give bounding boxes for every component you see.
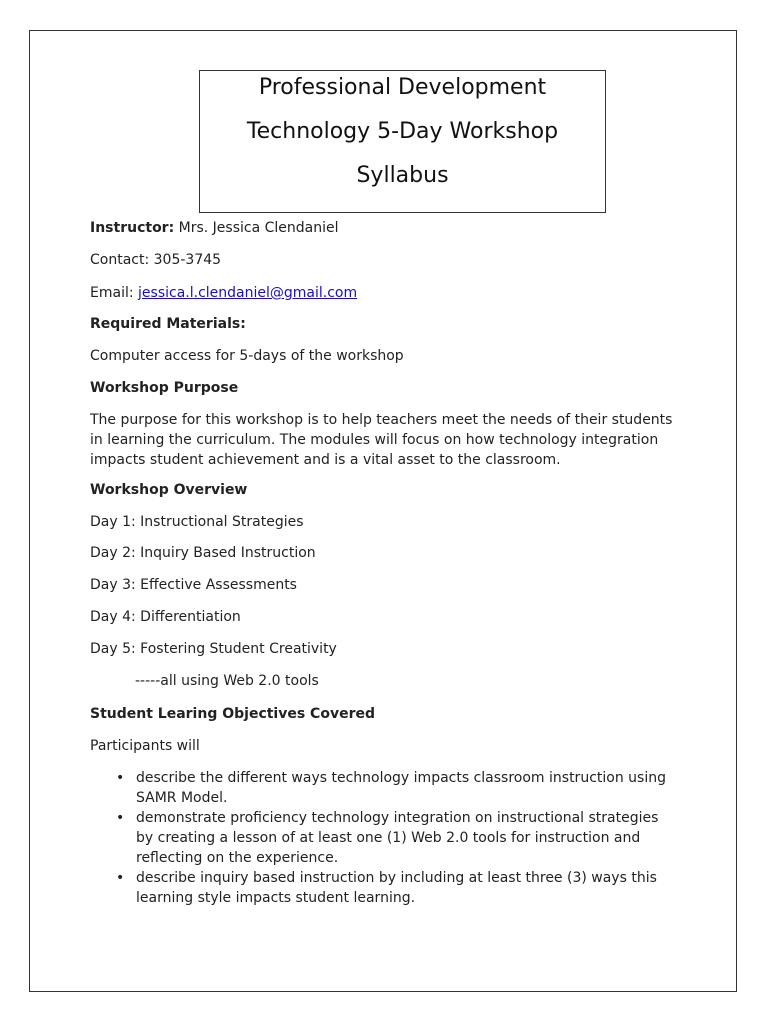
overview-day-4: Day 4: Differentiation <box>90 609 241 625</box>
objectives-list <box>114 768 674 908</box>
title-box <box>199 70 606 213</box>
title-line-2: Technology 5-Day Workshop <box>246 119 559 144</box>
instructor-value: Mrs. Jessica Clendaniel <box>174 220 339 236</box>
required-materials-heading: Required Materials: <box>90 316 246 332</box>
email-link[interactable]: jessica.l.clendaniel@gmail.com <box>138 285 358 301</box>
title-line-1: Professional Development <box>258 75 547 100</box>
title-line-3: Syllabus <box>356 163 449 188</box>
bullet-icon: • <box>116 810 125 826</box>
objectives-intro: Participants will <box>90 738 200 754</box>
list-item <box>114 768 674 808</box>
instructor-label: Instructor: <box>90 220 175 236</box>
list-item <box>114 868 674 908</box>
objectives-heading: Student Learing Objectives Covered <box>90 706 375 722</box>
bullet-icon: • <box>116 770 125 786</box>
overview-note: -----all using Web 2.0 tools <box>135 673 319 689</box>
overview-day-1: Day 1: Instructional Strategies <box>90 514 304 530</box>
overview-day-5: Day 5: Fostering Student Creativity <box>90 641 337 657</box>
workshop-purpose-heading: Workshop Purpose <box>90 380 239 396</box>
email-line <box>90 283 357 303</box>
objective-text: describe inquiry based instruction by including at least three (3) ways this learning style impacts student learning. <box>136 870 657 906</box>
overview-day-2: Day 2: Inquiry Based Instruction <box>90 545 316 561</box>
workshop-overview-heading: Workshop Overview <box>90 482 248 498</box>
required-materials-text: Computer access for 5-days of the workshop <box>90 348 404 364</box>
list-item <box>114 808 674 868</box>
contact-line: Contact: 305-3745 <box>90 252 222 268</box>
instructor-line <box>90 218 339 238</box>
objective-text: demonstrate proficiency technology integration on instructional strategies by creating a lesson of at least one (1) Web 2.0 tools for instruction and reflecting on the experience. <box>136 810 659 866</box>
bullet-icon: • <box>116 870 125 886</box>
email-label: Email: <box>90 285 139 301</box>
workshop-purpose-text: The purpose for this workshop is to help teachers meet the needs of their students in learning the curriculum. The modules will focus on how technology integration impacts student achievement and is a vital asset to the classroom. <box>90 412 673 468</box>
objective-text: describe the different ways technology impacts classroom instruction using SAMR Model. <box>136 770 666 806</box>
overview-day-3: Day 3: Effective Assessments <box>90 577 297 593</box>
